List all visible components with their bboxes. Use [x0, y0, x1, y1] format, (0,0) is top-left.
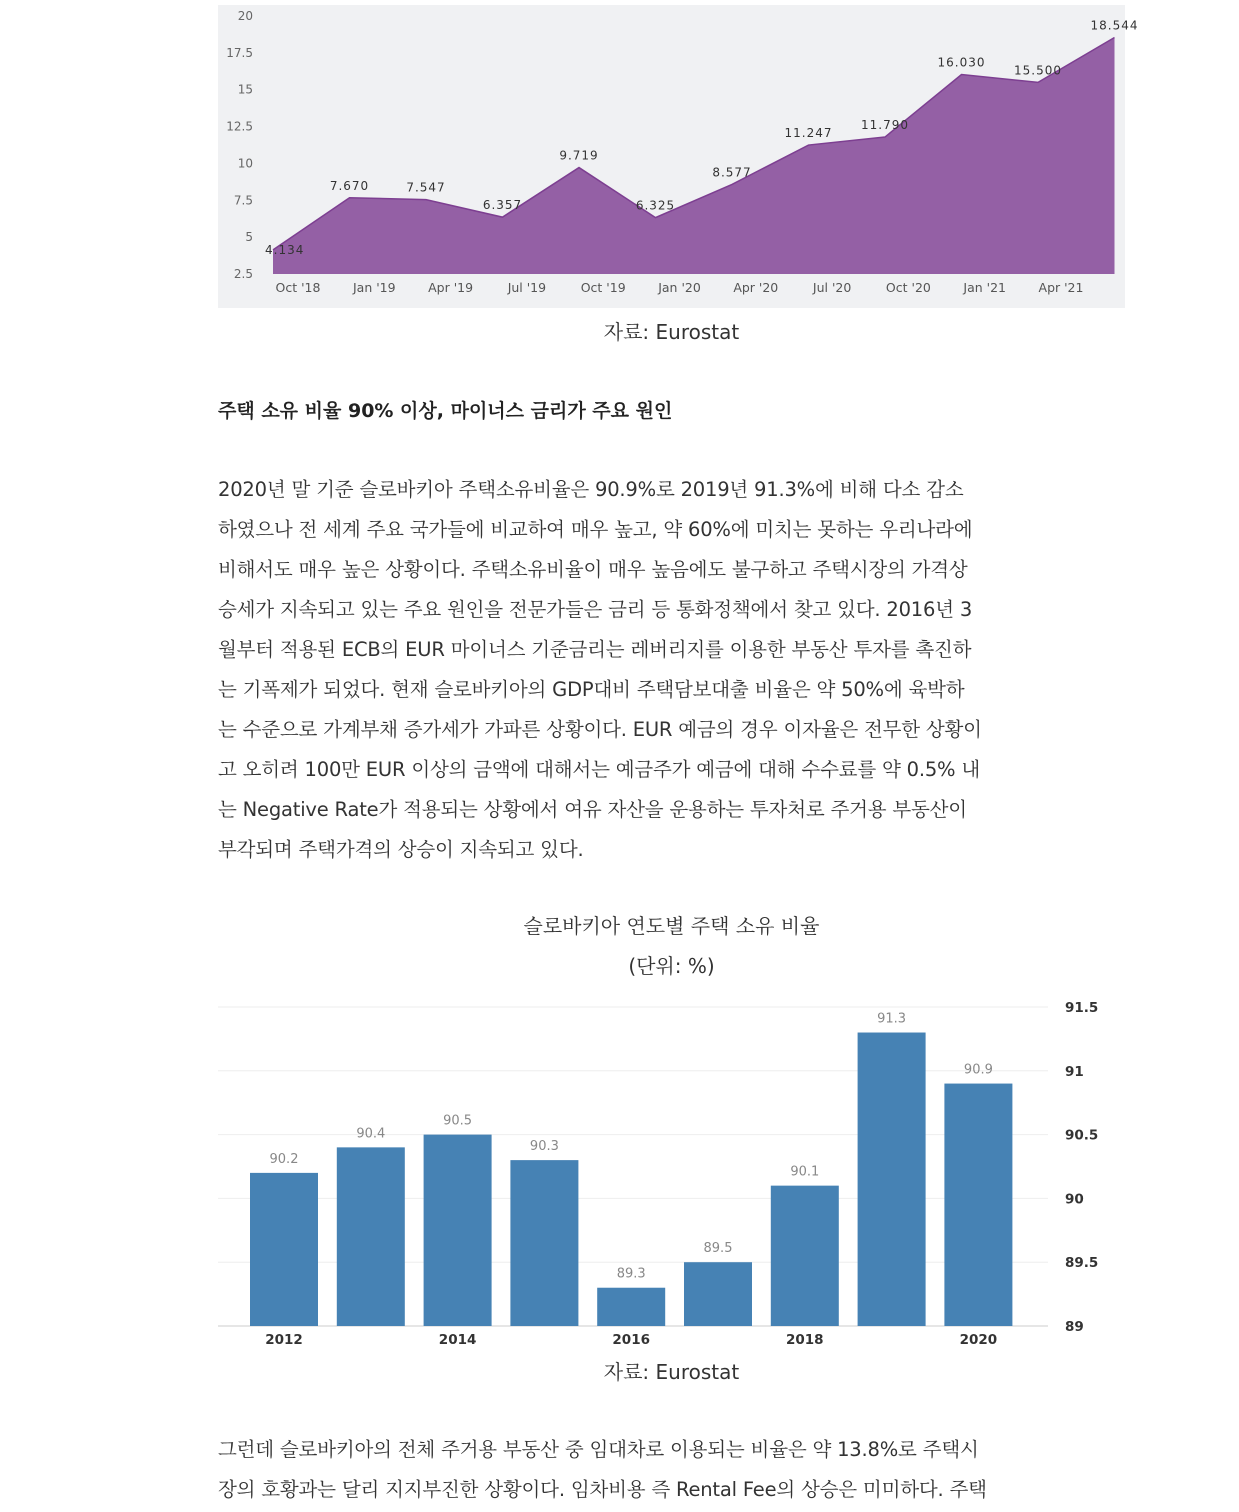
data-label: 90.1	[790, 1164, 820, 1180]
ownership-bar-chart	[218, 996, 1125, 1356]
bar	[944, 1084, 1012, 1326]
data-label: 11.247	[784, 126, 833, 141]
data-label: 91.3	[877, 1011, 907, 1027]
data-label: 7.547	[406, 180, 446, 195]
data-label: 6.325	[635, 198, 676, 213]
data-label: 15.500	[1014, 63, 1062, 78]
body-paragraph-1	[218, 470, 1038, 870]
y-tick-label: 89	[1065, 1319, 1084, 1335]
y-tick-label: 10	[237, 156, 253, 171]
data-label: 4.134	[265, 242, 305, 257]
price-area-chart-svg	[218, 5, 1139, 308]
data-label: 11.790	[861, 118, 909, 133]
paragraph-line: 장의 호황과는 달리 지지부진한 상황이다. 임차비용 즉 Rental Fee의 상승은 미미하다. 주택	[218, 1478, 987, 1501]
y-tick-label: 2.5	[233, 267, 253, 281]
paragraph-line: 비해서도 매우 높은 상황이다. 주택소유비율이 매우 높음에도 불구하고 주택시장의 가격상	[218, 558, 968, 581]
price-area-chart	[218, 5, 1139, 308]
bar	[858, 1033, 926, 1326]
y-tick-label: 17.5	[226, 45, 253, 60]
x-tick-label: Jan '20	[658, 280, 701, 295]
bar	[250, 1173, 318, 1326]
bar	[337, 1147, 405, 1326]
x-tick-label: Jul '20	[812, 280, 852, 295]
data-label: 89.3	[616, 1266, 646, 1282]
data-label: 8.577	[712, 165, 752, 180]
price-chart-source: 자료: Eurostat	[603, 320, 740, 344]
data-label: 90.3	[529, 1139, 559, 1155]
y-tick-label: 5	[245, 230, 253, 245]
y-tick-label: 91.5	[1065, 1000, 1099, 1016]
paragraph-line: 는 기폭제가 되었다. 현재 슬로바키아의 GDP대비 주택담보대출 비율은 약 50%에 육박하	[218, 678, 965, 701]
data-label: 6.357	[482, 198, 523, 213]
data-label: 18.544	[1090, 18, 1139, 33]
y-tick-label: 15	[237, 82, 253, 97]
section-heading: 주택 소유 비율 90% 이상, 마이너스 금리가 주요 원인	[218, 400, 673, 422]
paragraph-line: 그런데 슬로바키아의 전체 주거용 부동산 중 임대차로 이용되는 비율은 약 13.8%로 주택시	[218, 1438, 979, 1461]
y-tick-label: 91	[1065, 1063, 1084, 1080]
x-tick-label: Oct '20	[885, 280, 931, 295]
x-tick-label: Oct '19	[580, 280, 626, 295]
x-tick-label: 2012	[265, 1332, 303, 1348]
x-tick-label: Jul '19	[507, 280, 547, 295]
data-label: 90.4	[356, 1126, 386, 1142]
body-paragraph-2	[218, 1430, 1038, 1510]
y-tick-label: 90.5	[1065, 1127, 1099, 1144]
paragraph-line: 부각되며 주택가격의 상승이 지속되고 있다.	[218, 838, 584, 861]
paragraph-line: 하였으나 전 세계 주요 국가들에 비교하여 매우 높고, 약 60%에 미치는 못하는 우리나라에	[218, 518, 973, 541]
paragraph-line: 고 오히려 100만 EUR 이상의 금액에 대해서는 예금주가 예금에 대해 수수료를 약 0.5% 내	[218, 758, 980, 781]
y-tick-label: 7.5	[233, 193, 253, 208]
x-tick-label: 2016	[612, 1332, 650, 1348]
x-tick-label: Apr '19	[428, 280, 474, 295]
x-tick-label: Jan '21	[963, 280, 1006, 295]
paragraph-line: 는 수준으로 가계부채 증가세가 가파른 상황이다. EUR 예금의 경우 이자율은 전무한 상황이	[218, 718, 982, 741]
x-tick-label: 2018	[786, 1332, 824, 1348]
data-label: 90.9	[963, 1062, 993, 1078]
data-label: 9.719	[559, 148, 599, 163]
bar	[684, 1262, 752, 1326]
paragraph-line: 승세가 지속되고 있는 주요 원인을 전문가들은 금리 등 통화정책에서 찾고 있다. 2016년 3	[218, 598, 973, 621]
data-label: 16.030	[937, 55, 986, 70]
data-label: 89.5	[703, 1241, 733, 1257]
ownership-chart-source: 자료: Eurostat	[603, 1360, 740, 1384]
x-tick-label: 2020	[959, 1332, 998, 1348]
x-tick-label: Apr '21	[1038, 280, 1084, 295]
x-tick-label: 2014	[438, 1332, 477, 1348]
data-label: 90.2	[269, 1151, 299, 1167]
x-tick-label: Jan '19	[353, 280, 396, 295]
ownership-bar-chart-svg	[218, 996, 1125, 1356]
paragraph-line: 월부터 적용된 ECB의 EUR 마이너스 기준금리는 레버리지를 이용한 부동산 투자를 촉진하	[218, 638, 972, 661]
y-tick-label: 20	[237, 9, 253, 23]
x-tick-label: Oct '18	[275, 280, 321, 295]
price-area-series	[273, 37, 1115, 274]
x-tick-label: Apr '20	[733, 280, 779, 295]
data-label: 90.5	[443, 1113, 473, 1129]
bar	[424, 1135, 492, 1326]
paragraph-line: 는 Negative Rate가 적용되는 상황에서 여유 자산을 운용하는 투자처로 주거용 부동산이	[218, 798, 967, 821]
ownership-chart-title: 슬로바키아 연도별 주택 소유 비율	[523, 914, 820, 938]
paragraph-line: 2020년 말 기준 슬로바키아 주택소유비율은 90.9%로 2019년 91.3%에 비해 다소 감소	[218, 478, 964, 501]
data-label: 7.670	[329, 178, 370, 193]
ownership-chart-unit: (단위: %)	[628, 954, 715, 978]
y-tick-label: 89.5	[1065, 1255, 1099, 1272]
bar	[510, 1160, 578, 1326]
bar	[597, 1288, 665, 1326]
bar	[771, 1186, 839, 1326]
y-tick-label: 12.5	[226, 119, 253, 134]
y-tick-label: 90	[1065, 1191, 1084, 1208]
